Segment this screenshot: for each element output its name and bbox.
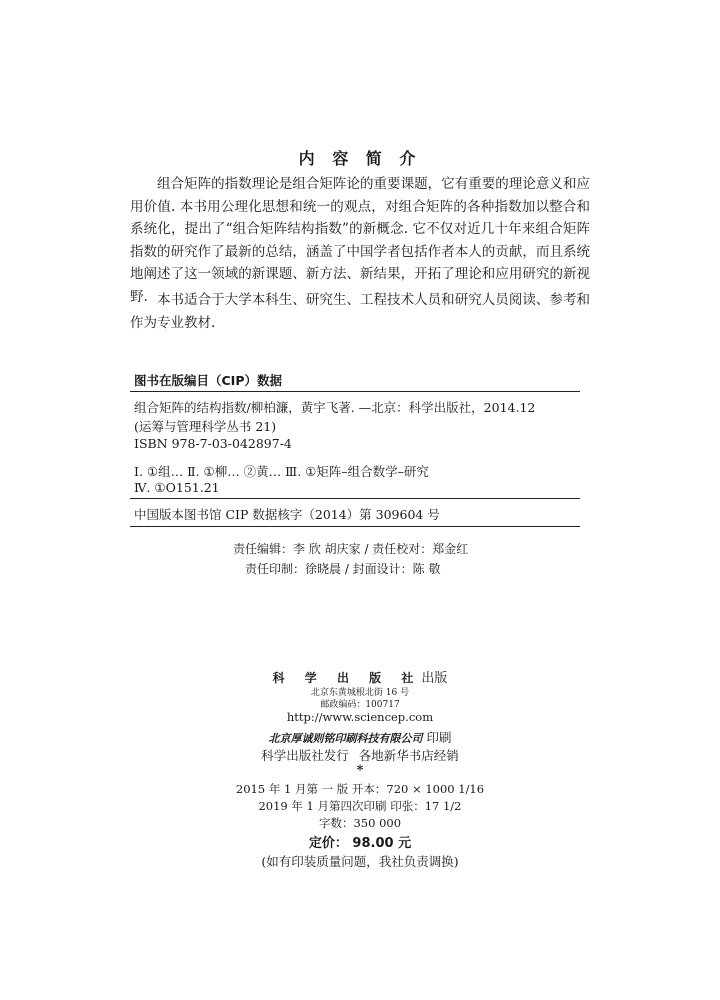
intro-title: 内 容 简 介 — [298, 149, 422, 168]
printer-line — [0, 728, 720, 746]
cip-line-3: ISBN 978-7-03-042897-4 — [134, 436, 292, 451]
printer-name: 北京厚诚则铭印刷科技有限公司 — [268, 732, 423, 745]
cip-middle-rule — [130, 498, 580, 499]
edition-line-1: 2015 年 1 月第 一 版 开本：720 × 1000 1/16 — [235, 782, 485, 796]
edition-line-2: 2019 年 1 月第四次印刷 印张：17 1/2 — [258, 799, 462, 813]
publisher-url: http://www.sciencep.com — [286, 710, 434, 724]
intro-paragraph-1: 组合矩阵的指数理论是组合矩阵论的重要课题，它有重要的理论意义和应用价值. 本书用公理化思想和统一的观点，对组合矩阵的各种指数加以整合和系统化，提出了“组合矩阵结构指数”的新概念. 它不仅对近几十年来组合矩阵指数的研究作了最新的总结，涵盖了中国学者包括作者本人的贡献，而且系统地阐述了这一领域的新课题、新方法、新结果，开拓了理论和应用研究的新视野. — [130, 176, 590, 305]
cip-line-2: (运筹与管理科学丛书 21) — [134, 419, 277, 434]
cip-line-1: 组合矩阵的结构指数/柳柏濂，黄宇飞著. —北京：科学出版社，2014.12 — [134, 400, 536, 415]
publisher-address: 北京东黄城根北街 16 号 — [310, 688, 410, 698]
cip-bottom-rule — [130, 526, 580, 527]
distribution-line: 科学出版社发行 各地新华书店经销 — [261, 748, 459, 763]
intro-paragraph-2: 本书适合于大学本科生、研究生、工程技术人员和研究人员阅读、参考和作为专业教材. — [130, 292, 590, 331]
cip-line-5: Ⅳ. ①O151.21 — [134, 480, 220, 495]
cip-heading: 图书在版编目（CIP）数据 — [134, 373, 282, 388]
quality-notice: (如有印装质量问题，我社负责调换) — [261, 854, 459, 869]
cip-line-4: Ⅰ. ①组… Ⅱ. ①柳… ②黄… Ⅲ. ①矩阵–组合数学–研究 — [134, 464, 429, 479]
word-count: 字数：350 000 — [318, 816, 402, 830]
printer-suffix: 印刷 — [426, 730, 452, 745]
credits-line-2: 责任印制：徐晓晨 / 封面设计：陈 敬 — [245, 562, 441, 576]
cip-footer: 中国版本图书馆 CIP 数据核字（2014）第 309604 号 — [134, 507, 440, 522]
cip-top-rule — [130, 391, 580, 392]
price: 定价： 98.00 元 — [308, 836, 412, 851]
publisher-line — [0, 667, 720, 686]
credits-line-1: 责任编辑：李 欣 胡庆家 / 责任校对：郑金红 — [233, 542, 469, 556]
separator-star: * — [356, 763, 364, 778]
publisher-name: 科 学 出 版 社 — [272, 671, 422, 685]
publisher-postcode: 邮政编码：100717 — [320, 700, 400, 710]
publisher-suffix: 出版 — [421, 671, 448, 686]
